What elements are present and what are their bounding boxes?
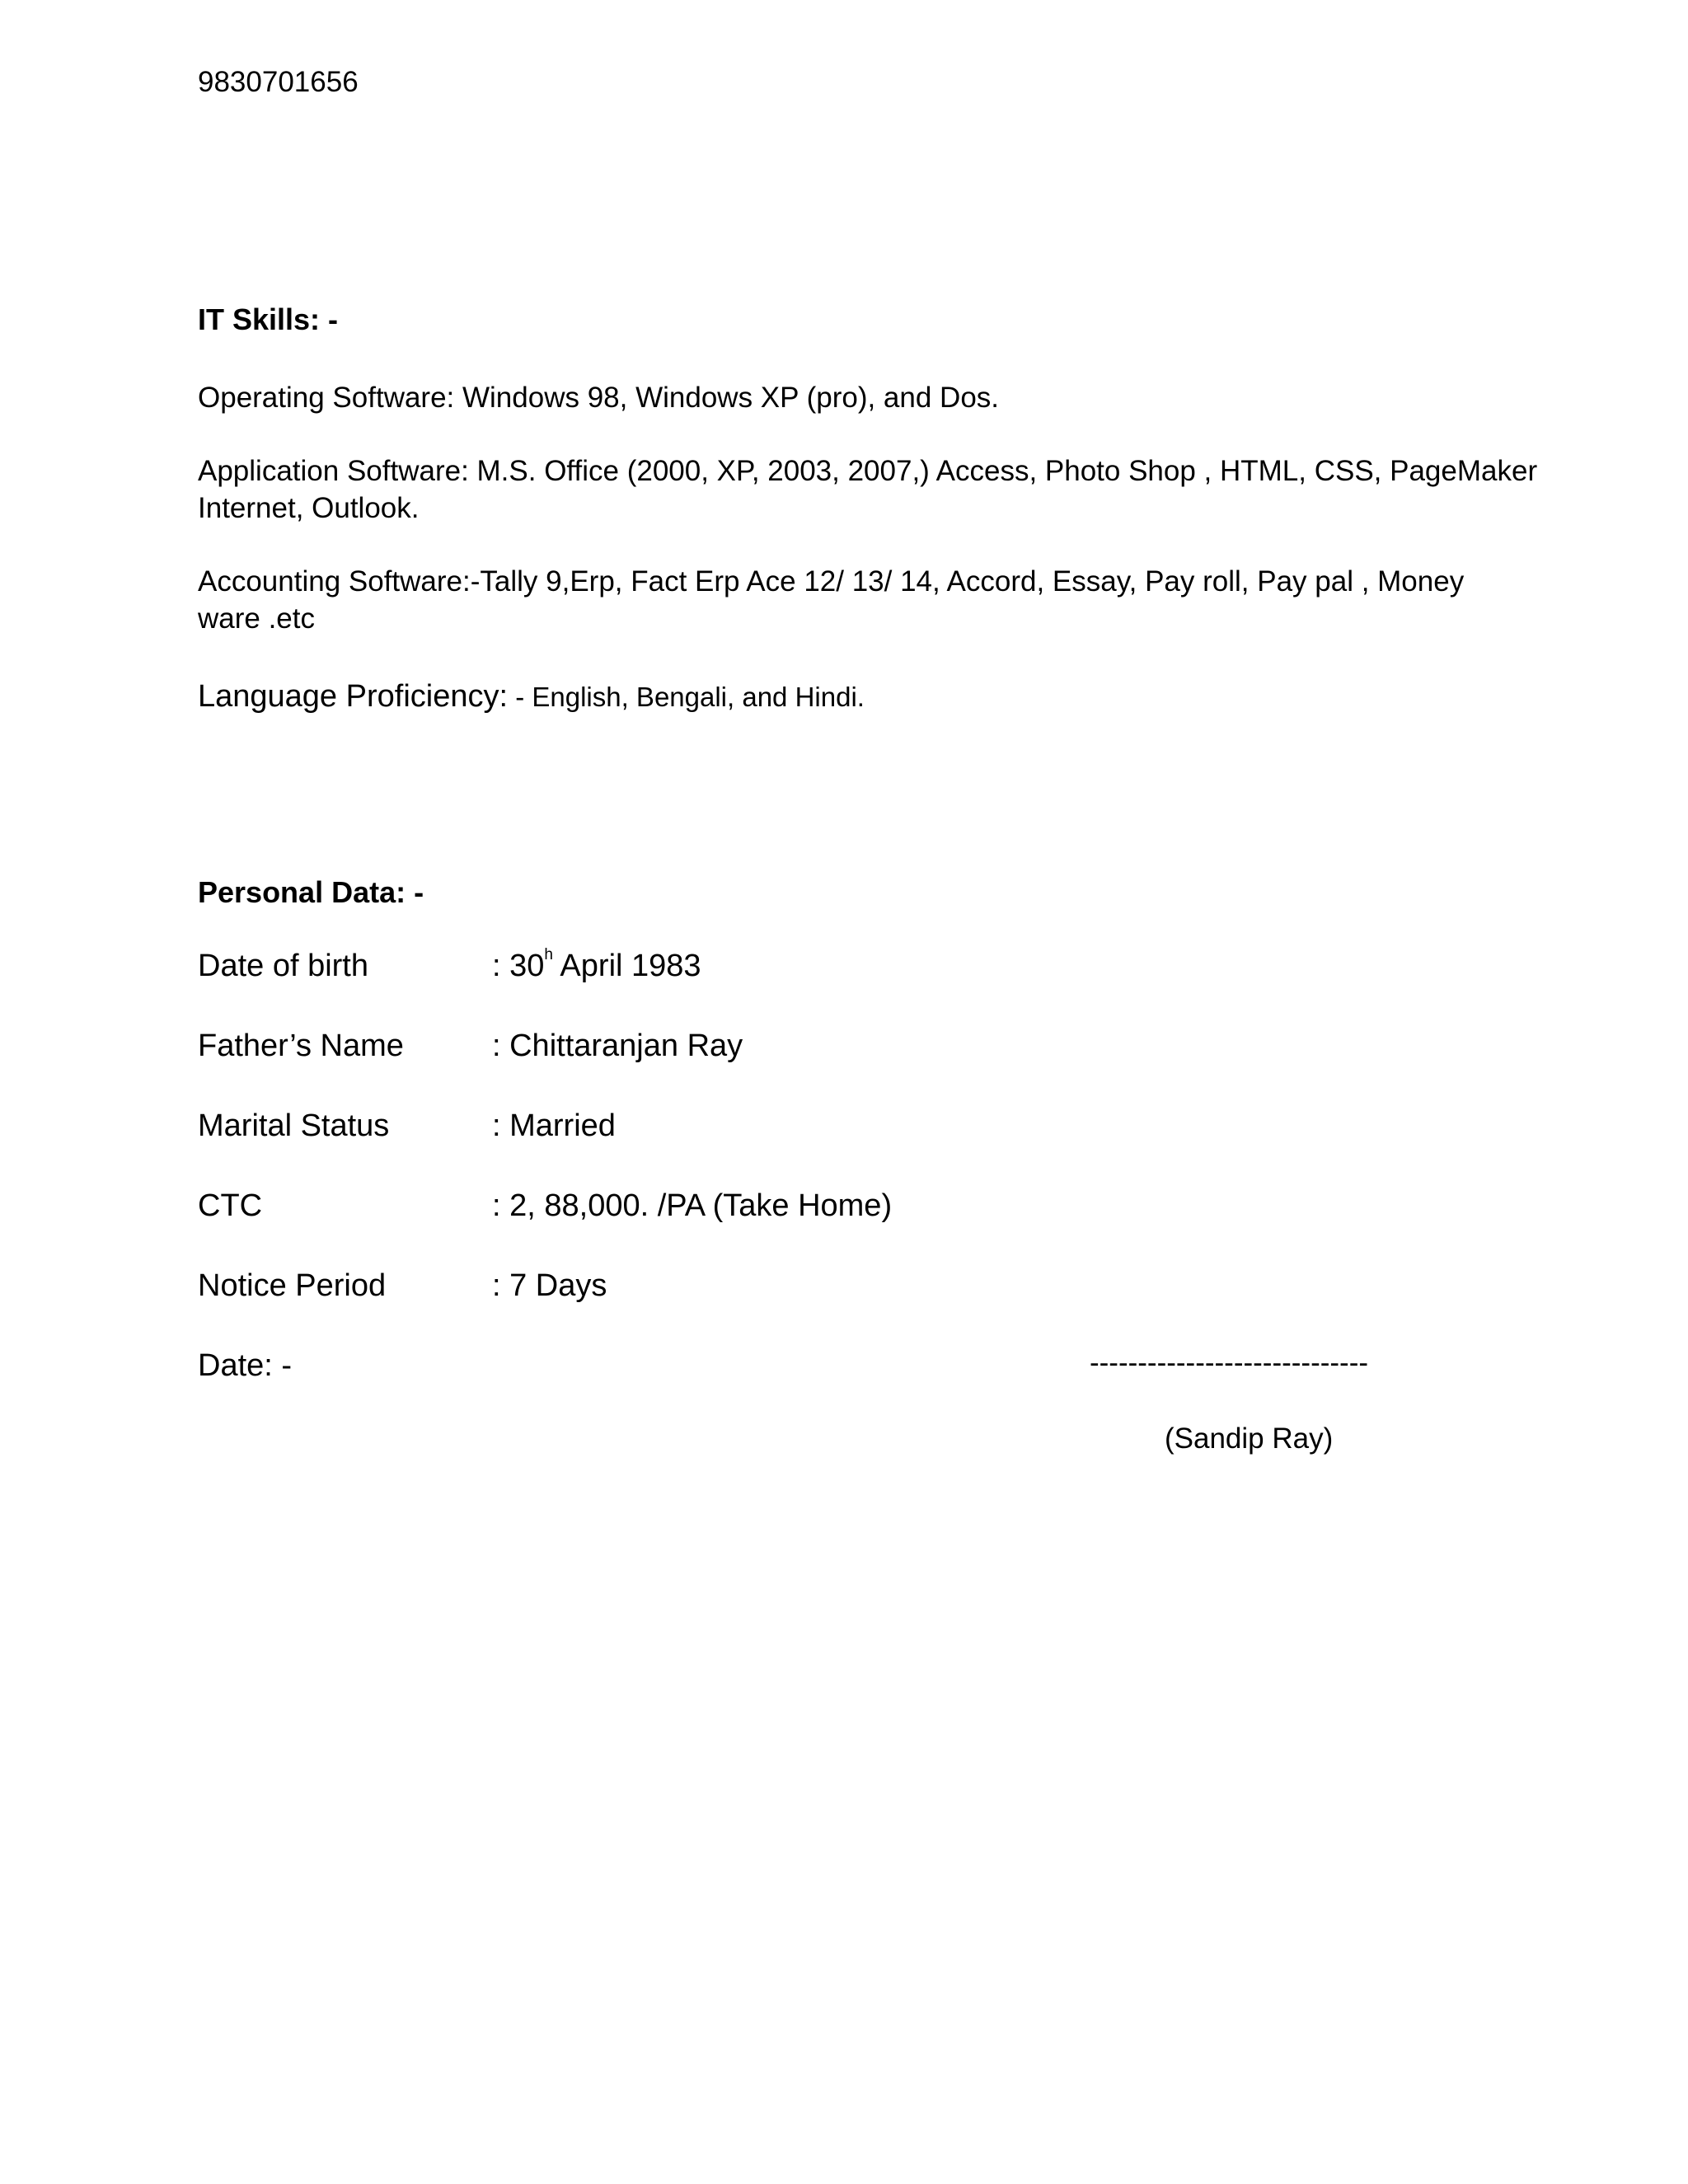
it-skills-heading: IT Skills: - xyxy=(198,302,339,336)
date-label: Date: - xyxy=(198,1348,293,1383)
language-proficiency-line xyxy=(198,681,865,712)
ctc-label: CTC xyxy=(198,1188,263,1223)
dob-value-prefix: : 30 xyxy=(492,949,545,983)
dob-value-superscript: h xyxy=(544,946,553,963)
phone-number: 9830701656 xyxy=(198,66,359,98)
language-proficiency-label: Language Proficiency: xyxy=(198,679,509,714)
ctc-value: : 2, 88,000. /PA (Take Home) xyxy=(492,1188,893,1223)
dob-label: Date of birth xyxy=(198,949,368,983)
application-software-line-1: Application Software: M.S. Office (2000, XP, 2003, 2007,) Access, Photo Shop , HTML, CSS, PageMaker xyxy=(198,455,1538,487)
accounting-software-line-2: ware .etc xyxy=(198,602,315,635)
application-software-line-2: Internet, Outlook. xyxy=(198,492,420,524)
father-name-value: : Chittaranjan Ray xyxy=(492,1029,743,1063)
marital-status-label: Marital Status xyxy=(198,1108,390,1143)
father-name-label: Father’s Name xyxy=(198,1029,404,1063)
operating-software-line: Operating Software: Windows 98, Windows XP (pro), and Dos. xyxy=(198,382,1000,414)
signature-name: (Sandip Ray) xyxy=(1165,1422,1334,1455)
marital-status-value: : Married xyxy=(492,1108,616,1143)
dob-value-suffix: April 1983 xyxy=(552,949,701,983)
accounting-software-line-1: Accounting Software:-Tally 9,Erp, Fact Erp Ace 12/ 13/ 14, Accord, Essay, Pay roll, Pay pal , Money xyxy=(198,565,1465,598)
personal-data-heading: Personal Data: - xyxy=(198,875,424,909)
notice-period-value: : 7 Days xyxy=(492,1268,607,1303)
signature-line: ----------------------------- xyxy=(1090,1347,1369,1379)
language-proficiency-value: - English, Bengali, and Hindi. xyxy=(508,682,865,712)
dob-value xyxy=(492,946,701,983)
notice-period-label: Notice Period xyxy=(198,1268,387,1303)
